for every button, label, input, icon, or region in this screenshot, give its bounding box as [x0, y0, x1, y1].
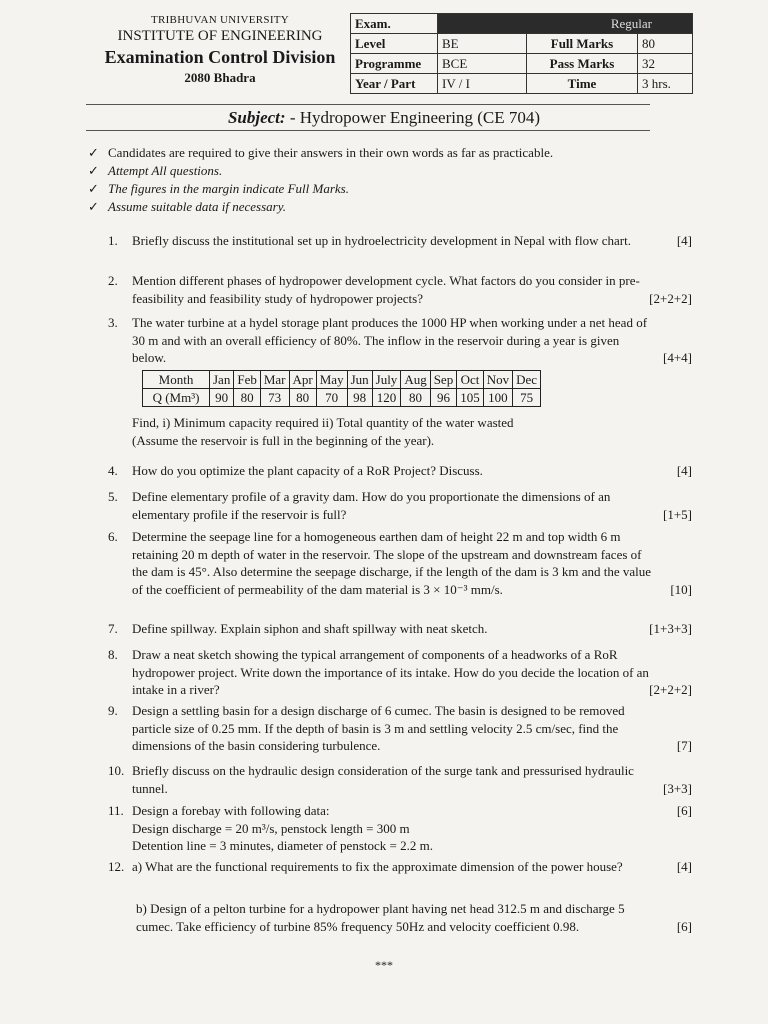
question-number: 2. [108, 273, 118, 288]
q3-assume-text: (Assume the reservoir is full in the beginning of the year). [132, 432, 435, 448]
question-1 [108, 232, 692, 250]
question-number: 7. [108, 621, 118, 636]
question-5 [108, 488, 692, 523]
programme-label: Programme [351, 54, 438, 74]
question-marks: [1+5] [663, 506, 692, 522]
subject-name: - Hydropower Engineering (CE 704) [289, 108, 541, 127]
question-text: Mention different phases of hydropower development cycle. What factors do you consider in pre-feasibility and feasibility study of hydropower projects? [132, 273, 640, 306]
inflow-cell: 100 [483, 389, 512, 407]
inflow-cell: 80 [234, 389, 261, 407]
question-number: 1. [108, 233, 118, 248]
question-text: Determine the seepage line for a homogeneous earthen dam of height 22 m and top width 6 m retaining 20 m depth of water in the reservoir. The slope of the upstream and downstream faces of the dam is 45°. Also determine the seepage discharge, if the length of the dam is 3 km and the value of the coefficient of permeability of the dam material is 3 × 10⁻³ mm/s. [132, 529, 652, 597]
question-text: How do you optimize the plant capacity of a RoR Project? Discuss. [132, 463, 483, 478]
question-12b [108, 900, 692, 935]
instructions-list [88, 144, 553, 216]
inflow-cell: 70 [316, 389, 347, 407]
instruction-item: ✓ Attempt All questions. [88, 163, 223, 178]
level-value: BE [438, 34, 527, 54]
question-number: 5. [108, 489, 118, 504]
inflow-month-row [143, 371, 541, 389]
question-text: Design a settling basin for a design discharge of 6 cumec. The basin is designed to be removed particle size of 0.25 mm. If the depth of basin is 3 m and settling velocity 2.5 cm/sec, find the dimensions of the basin considering turbulence. [132, 703, 625, 753]
month-cell: Jan [210, 371, 234, 389]
question-10 [108, 762, 692, 797]
inflow-cell: 75 [513, 389, 541, 407]
header-block [70, 14, 370, 86]
question-number: 4. [108, 463, 118, 478]
full-marks-value: 80 [638, 34, 693, 54]
inflow-cell: 96 [430, 389, 457, 407]
instruction-item: ✓ Assume suitable data if necessary. [88, 199, 287, 214]
exam-session: 2080 Bhadra [184, 70, 256, 85]
question-8 [108, 646, 692, 699]
q11-data-line-1: Design discharge = 20 m³/s, penstock length = 300 m [132, 820, 410, 836]
checkmark-icon: ✓ [88, 145, 99, 160]
time-value: 3 hrs. [638, 74, 693, 94]
division-name: Examination Control Division [104, 47, 336, 67]
question-3-find [108, 414, 692, 449]
month-cell: Mar [260, 371, 289, 389]
year-part-value: IV / I [438, 74, 527, 94]
inflow-cell: 80 [401, 389, 430, 407]
full-marks-label: Full Marks [527, 34, 638, 54]
level-label: Level [351, 34, 438, 54]
university-name: TRIBHUVAN UNIVERSITY [150, 14, 290, 26]
question-number: 12. [108, 859, 125, 874]
month-cell: Sep [430, 371, 457, 389]
checkmark-icon: ✓ [88, 181, 99, 196]
question-2 [108, 272, 692, 307]
instruction-item: ✓ The figures in the margin indicate Full Marks. [88, 181, 349, 196]
subject-label: Subject: [227, 108, 286, 127]
q3-find-text: Find, i) Minimum capacity required ii) Total quantity of the water wasted [132, 415, 514, 430]
question-marks: [7] [676, 738, 692, 753]
question-6 [108, 528, 692, 598]
question-text: Design a forebay with following data: [132, 803, 330, 818]
question-marks: [2+2+2] [649, 290, 692, 306]
question-marks: [6] [676, 918, 692, 934]
question-text: b) Design of a pelton turbine for a hydropower plant having net head 312.5 m and discharge 5 cumec. Take efficiency of turbine 85% frequency 50Hz and velocity coefficient 0.98. [136, 901, 625, 934]
month-cell: July [372, 371, 401, 389]
checkmark-icon: ✓ [88, 163, 99, 178]
divider-top [86, 104, 650, 105]
exam-label: Exam. [351, 14, 438, 34]
time-label: Time [527, 74, 638, 94]
question-4 [108, 462, 692, 480]
subject-line [0, 108, 768, 128]
month-cell: Dec [513, 371, 541, 389]
inflow-header: Q (Mm³) [143, 389, 210, 407]
question-11 [108, 802, 692, 855]
question-7 [108, 620, 692, 638]
question-marks: [4] [676, 233, 692, 248]
programme-value: BCE [438, 54, 527, 74]
month-cell: Nov [483, 371, 512, 389]
question-number: 6. [108, 529, 118, 544]
question-marks: [10] [670, 581, 692, 597]
inflow-cell: 98 [347, 389, 372, 407]
instruction-item: ✓ Candidates are required to give their answers in their own words as far as practicable. [88, 145, 554, 160]
question-text: The water turbine at a hydel storage plant produces the 1000 HP when working under a net head of 30 m and with an overall efficiency of 80%. The inflow in the reservoir during a year is given below. [132, 315, 648, 365]
question-number: 8. [108, 647, 118, 662]
question-marks: [4] [676, 859, 692, 874]
checkmark-icon: ✓ [88, 199, 99, 214]
question-marks: [6] [676, 803, 692, 818]
month-header: Month [143, 371, 210, 389]
institute-name: INSTITUTE OF ENGINEERING [117, 28, 323, 44]
question-text: Define elementary profile of a gravity dam. How do you proportionate the dimensions of an elementary profile if the reservoir is full? [132, 489, 611, 522]
pass-marks-label: Pass Marks [527, 54, 638, 74]
question-text: a) What are the functional requirements to fix the approximate dimension of the power house? [132, 859, 623, 874]
end-marker: *** [375, 958, 393, 972]
year-part-label: Year / Part [351, 74, 438, 94]
inflow-cell: 80 [289, 389, 316, 407]
question-marks: [1+3+3] [649, 621, 692, 636]
question-text: Briefly discuss on the hydraulic design consideration of the surge tank and pressurised hydraulic tunnel. [132, 763, 634, 796]
exam-info-table [350, 13, 693, 94]
month-cell: Oct [457, 371, 484, 389]
inflow-table [142, 370, 541, 407]
question-marks: [2+2+2] [649, 682, 692, 697]
inflow-cell: 105 [457, 389, 484, 407]
question-marks: [4] [676, 463, 692, 478]
question-3 [108, 314, 692, 367]
inflow-cell: 120 [372, 389, 401, 407]
question-number: 3. [108, 315, 118, 330]
question-number: 11. [108, 803, 124, 818]
question-text: Draw a neat sketch showing the typical arrangement of components of a headworks of a RoR hydropower project. Write down the importance of its intake. How do you decide the location of an intake in a river? [132, 647, 649, 697]
q11-data-line-2: Detention line = 3 minutes, diameter of penstock = 2.2 m. [132, 838, 433, 853]
question-text: Define spillway. Explain siphon and shaft spillway with neat sketch. [132, 621, 488, 636]
divider-bottom [86, 130, 650, 131]
month-cell: Feb [234, 371, 261, 389]
inflow-cell: 73 [260, 389, 289, 407]
inflow-cell: 90 [210, 389, 234, 407]
question-9 [108, 702, 692, 755]
month-cell: Jun [347, 371, 372, 389]
question-text: Briefly discuss the institutional set up in hydroelectricity development in Nepal with flow chart. [132, 233, 631, 248]
month-cell: May [316, 371, 347, 389]
question-number: 10. [108, 763, 125, 778]
question-number: 9. [108, 703, 118, 718]
inflow-value-row [143, 389, 541, 407]
question-marks: [3+3] [663, 780, 692, 796]
month-cell: Apr [289, 371, 316, 389]
exam-type-value: Regular [438, 14, 693, 34]
month-cell: Aug [401, 371, 430, 389]
pass-marks-value: 32 [638, 54, 693, 74]
question-marks: [4+4] [663, 350, 692, 365]
question-12a [108, 858, 692, 876]
